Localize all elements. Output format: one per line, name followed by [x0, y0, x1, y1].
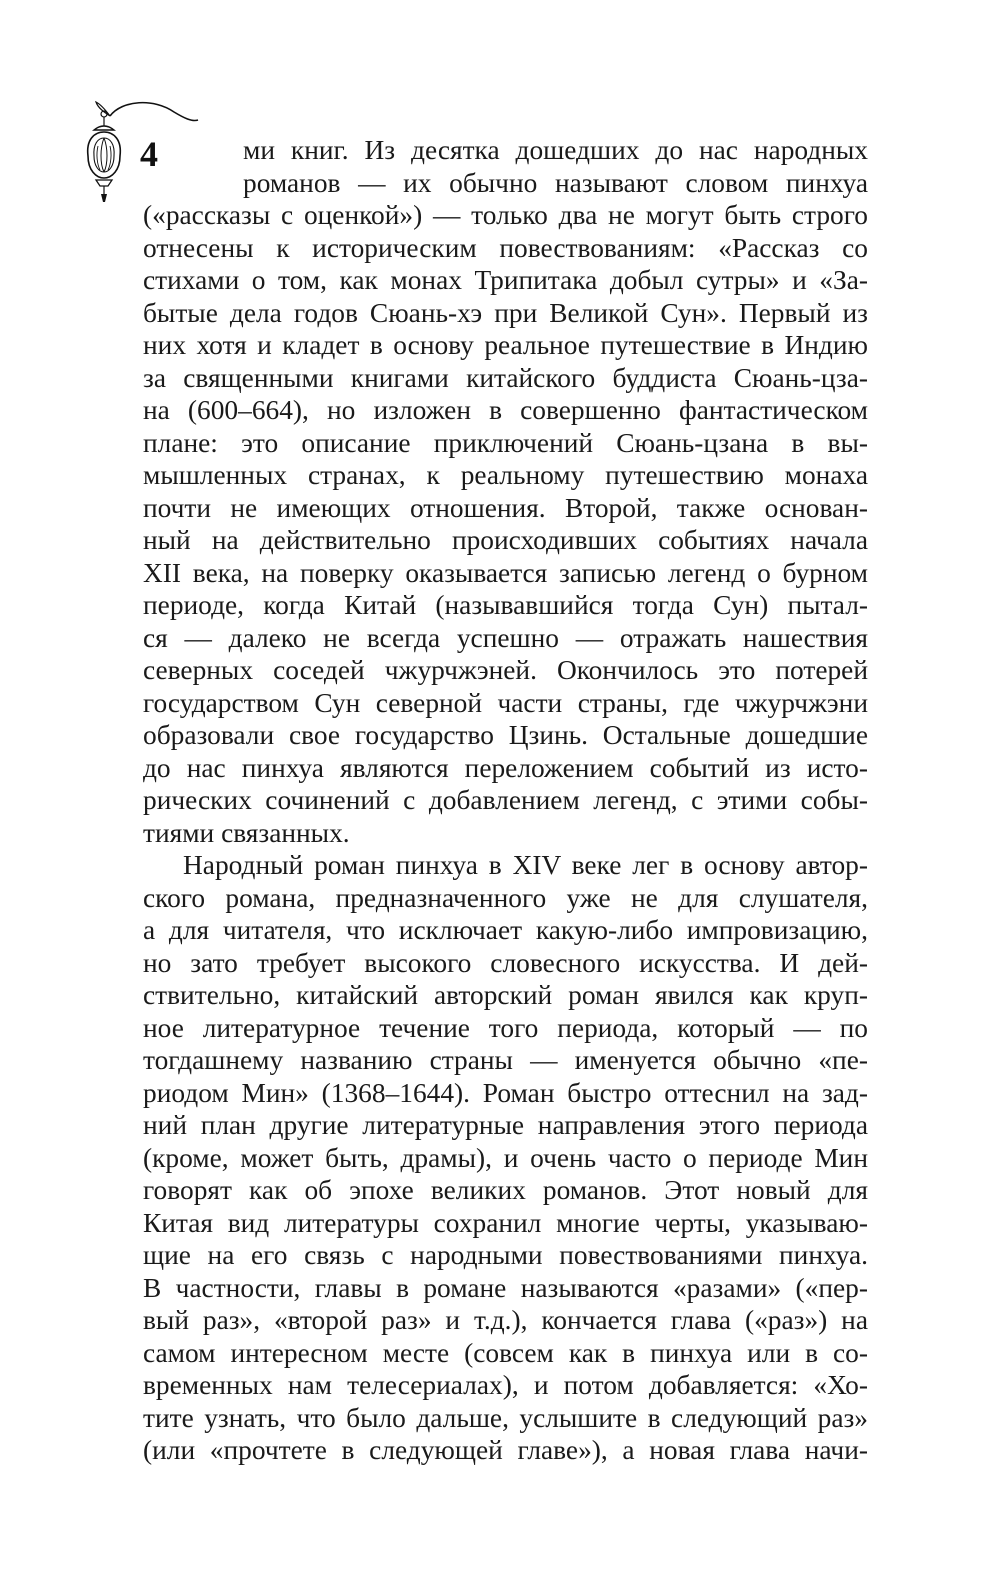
text-line: на (600–664), но изложен в совершенно фантастическом [143, 395, 868, 425]
text-line: XII века, на поверку оказывается записью легенд о бурном [143, 557, 868, 588]
text-line: периоде, когда Китай (называвшийся тогда Сун) пытал- [143, 590, 868, 620]
text-line: (кроме, может быть, драмы), и очень часто о периоде Мин [143, 1142, 868, 1173]
text-line: тите узнать, что было дальше, услышите в следующий раз» [143, 1402, 868, 1433]
text-line: вый раз», «второй раз» и т.д.), кончается глава («раз») на [143, 1305, 868, 1335]
text-line: стихами о том, как монах Трипитака добыл сутры» и «За- [143, 265, 868, 295]
page-number: 4 [140, 134, 158, 174]
text-line: временных нам телесериалах), и потом добавляется: «Хо- [143, 1370, 868, 1400]
text-line: за священными книгами китайского буддиста Сюань-цза- [143, 362, 868, 393]
text-line: тогдашнему названию страны — именуется обычно «пе- [143, 1045, 868, 1075]
text-line: (или «прочтете в следующей главе»), а новая глава начи- [143, 1435, 868, 1465]
text-line: самом интересном месте (совсем как в пинхуа или в со- [143, 1337, 868, 1368]
text-line: рических сочинений с добавлением легенд, с этими собы- [143, 785, 868, 815]
text-line: щие на его связь с народными повествованиями пинхуа. [143, 1240, 868, 1270]
text-line: государством Сун северной части страны, где чжурчжэни [143, 687, 868, 718]
text-line: ный на действительно происходивших событиях начала [143, 525, 868, 555]
text-line: ся — далеко не всегда успешно — отражать нашествия [143, 622, 868, 653]
text-line: тиями связанных. [143, 817, 350, 848]
text-line: но зато требует высокого словесного искусства. И дей- [143, 947, 868, 978]
text-line: ми книг. Из десятка дошедших до нас народных [243, 135, 868, 165]
text-line: говорят как об эпохе великих романов. Этот новый для [143, 1175, 868, 1205]
text-line: бытые дела годов Сюань-хэ при Великой Сун». Первый из [143, 297, 868, 328]
text-line: Народный роман пинхуа в XIV веке лег в основу автор- [183, 850, 868, 880]
text-line: ского романа, предназначенного уже не для слушателя, [143, 882, 868, 913]
text-line: а для читателя, что исключает какую-либо импровизацию, [143, 915, 868, 945]
text-line: риодом Мин» (1368–1644). Роман быстро оттеснил на зад- [143, 1077, 868, 1108]
text-line: ствительно, китайский авторский роман явился как круп- [143, 980, 868, 1010]
text-line: («рассказы с оценкой») — только два не могут быть строго [143, 200, 868, 230]
text-line: северных соседей чжурчжэней. Окончилось это потерей [143, 655, 868, 685]
text-line: мышленных странах, к реальному путешествию монаха [143, 460, 868, 490]
text-line: плане: это описание приключений Сюань-цзана в вы- [143, 427, 868, 458]
text-line: отнесены к историческим повествованиям: «Рассказ со [143, 232, 868, 263]
text-line: романов — их обычно называют словом пинхуа [243, 167, 868, 198]
text-line: В частности, главы в романе называются «разами» («пер- [143, 1272, 868, 1303]
text-line: образовали свое государство Цзинь. Остальные дошедшие [143, 720, 868, 750]
text-line: до нас пинхуа являются переложением событий из исто- [143, 752, 868, 783]
text-line: ное литературное течение того периода, который — по [143, 1012, 868, 1043]
text-line: почти не имеющих отношения. Второй, также основан- [143, 492, 868, 523]
body-text [143, 134, 868, 1467]
text-line: Китая вид литературы сохранил многие черты, указываю- [143, 1207, 868, 1238]
text-line: них хотя и кладет в основу реальное путешествие в Индию [143, 330, 868, 360]
text-line: ний план другие литературные направления этого периода [143, 1110, 868, 1140]
